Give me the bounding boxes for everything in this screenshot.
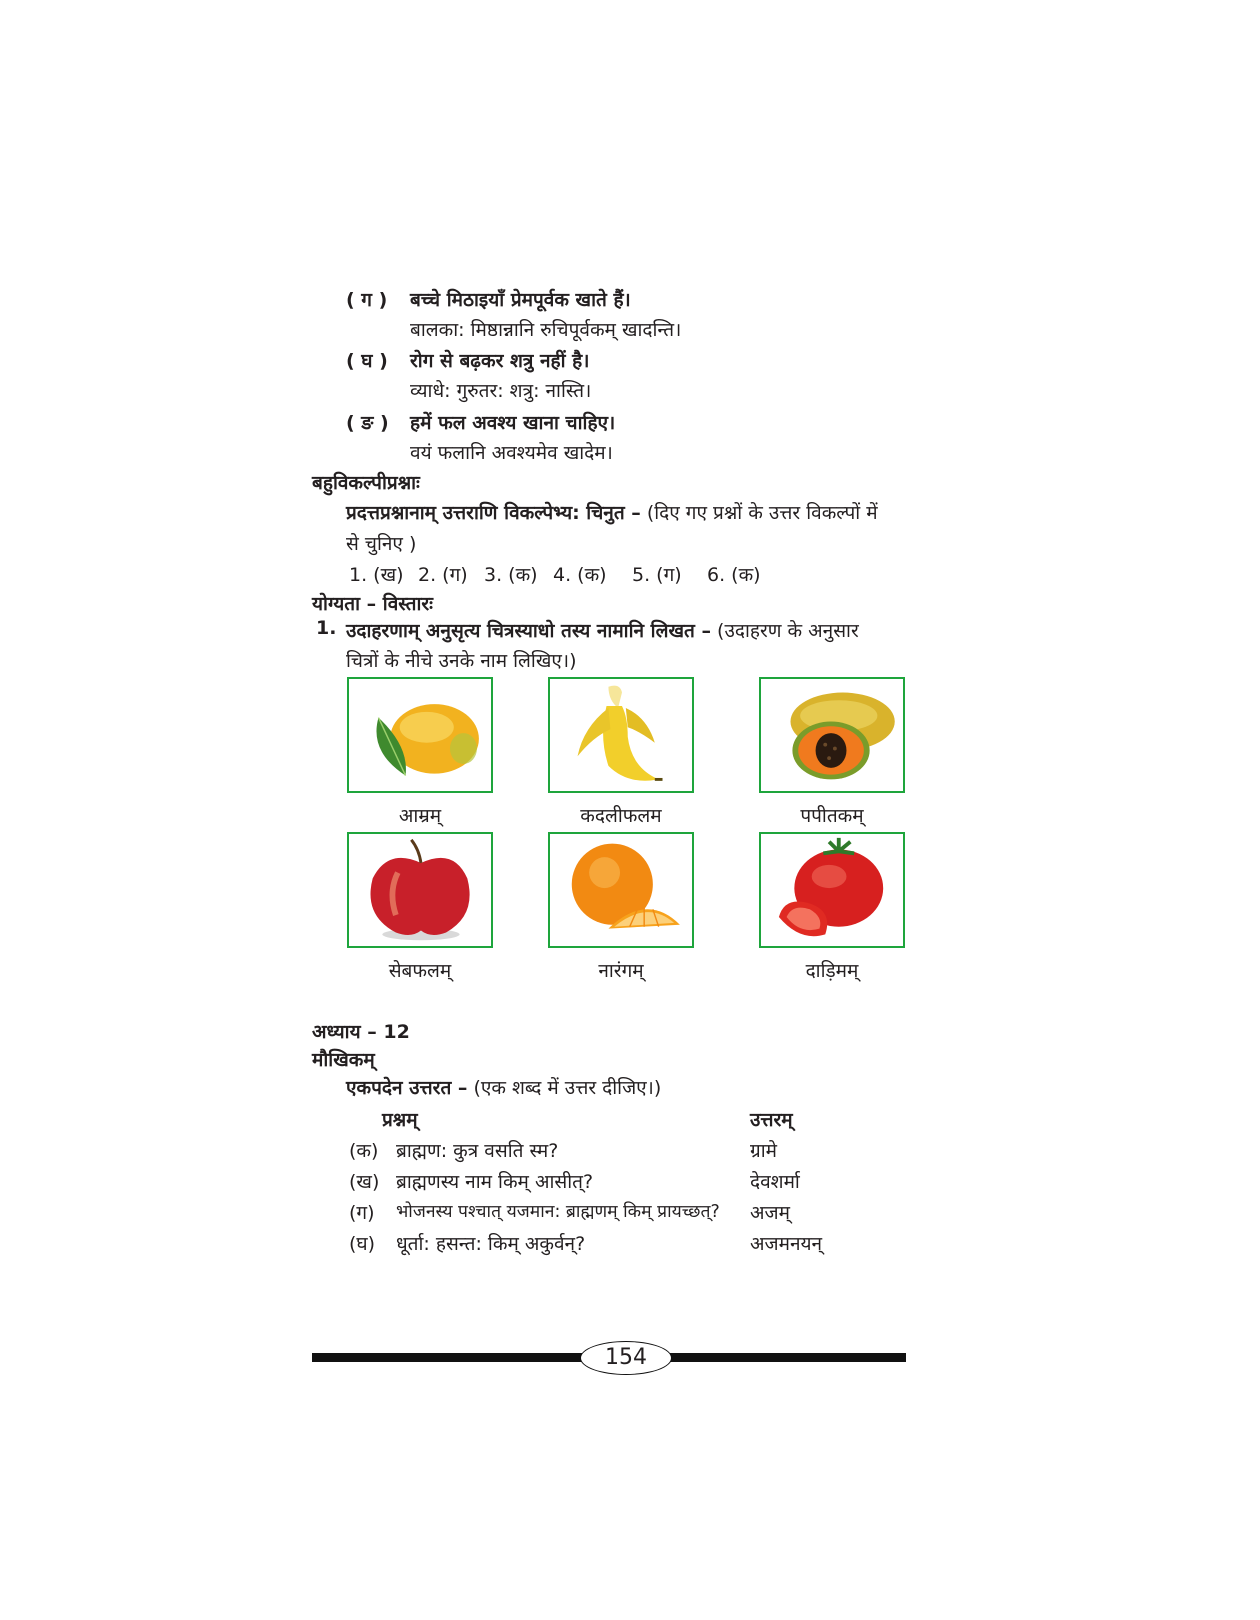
mcq-instruction bbox=[346, 499, 878, 525]
row-question: धूर्ता: हसन्त: किम् अकुर्वन्? bbox=[396, 1233, 586, 1255]
fruit-name: पपीतकम् bbox=[800, 805, 864, 827]
row-question: ब्राह्मणस्य नाम किम् आसीत्? bbox=[396, 1171, 594, 1193]
mcq-instruction-bold: प्रदत्तप्रश्नानाम् उत्तराणि विकल्पेभ्य: चिनुत – bbox=[346, 502, 641, 524]
fruit-name: आम्रम् bbox=[398, 805, 442, 827]
fruit-name: दाड़िमम् bbox=[805, 960, 859, 982]
yogyata-instruction-bold: उदाहरणाम् अनुसृत्य चित्रस्याधो तस्य नामानि लिखत – bbox=[346, 620, 711, 642]
yogyata-instruction bbox=[346, 617, 859, 643]
mcq-answer: 5. (ग) bbox=[632, 564, 682, 586]
item-label: ( ग ) bbox=[346, 289, 388, 311]
row-label: (ग) bbox=[349, 1202, 375, 1224]
mcq-instruction-normal: (दिए गए प्रश्नों के उत्तर विकल्पों में bbox=[646, 502, 878, 524]
orange-image bbox=[548, 832, 694, 948]
row-label: (ख) bbox=[349, 1171, 380, 1193]
mcq-answer: 4. (क) bbox=[553, 564, 607, 586]
oral-instruction-normal: (एक शब्द में उत्तर दीजिए।) bbox=[473, 1077, 662, 1099]
yogyata-instruction-continued: चित्रों के नीचे उनके नाम लिखिए।) bbox=[346, 650, 577, 672]
apple-image bbox=[347, 832, 493, 948]
banana-image bbox=[548, 677, 694, 793]
fruit-name: नारंगम् bbox=[598, 960, 644, 982]
sanskrit-sentence: बालका: मिष्ठान्नानि रुचिपूर्वकम् खादन्ति। bbox=[410, 319, 682, 341]
chapter-title: अध्याय – 12 bbox=[312, 1021, 410, 1043]
row-question: भोजनस्य पश्चात् यजमान: ब्राह्मणम् किम् प्रायच्छत्? bbox=[396, 1202, 720, 1222]
yogyata-heading: योग्यता – विस्तारः bbox=[312, 593, 434, 615]
hindi-sentence: बच्चे मिठाइयाँ प्रेमपूर्वक खाते हैं। bbox=[410, 289, 631, 311]
row-answer: अजमनयन् bbox=[750, 1233, 823, 1255]
mcq-answer: 2. (ग) bbox=[418, 564, 468, 586]
footer-rule-left bbox=[312, 1353, 582, 1362]
section-heading: मौखिकम् bbox=[312, 1049, 375, 1071]
mcq-answer: 3. (क) bbox=[484, 564, 538, 586]
item-label: ( ङ ) bbox=[346, 412, 389, 434]
page-number: 154 bbox=[580, 1341, 672, 1375]
oral-instruction bbox=[346, 1074, 661, 1100]
yogyata-instruction-normal: (उदाहरण के अनुसार bbox=[717, 620, 859, 642]
sanskrit-sentence: व्याधे: गुरुतर: शत्रु: नास्ति। bbox=[410, 380, 592, 402]
row-question: ब्राह्मण: कुत्र वसति स्म? bbox=[396, 1140, 559, 1162]
row-label: (क) bbox=[349, 1140, 379, 1162]
item-number: 1. bbox=[316, 617, 337, 639]
sanskrit-sentence: वयं फलानि अवश्यमेव खादेम। bbox=[410, 442, 613, 464]
tomato-image bbox=[759, 832, 905, 948]
mcq-answer: 6. (क) bbox=[707, 564, 761, 586]
question-column-header: प्रश्नम् bbox=[382, 1109, 418, 1131]
papaya-image bbox=[759, 677, 905, 793]
footer-rule-right bbox=[668, 1353, 906, 1362]
fruit-name: कदलीफलम bbox=[580, 805, 662, 827]
row-answer: ग्रामे bbox=[750, 1140, 777, 1162]
mcq-answer: 1. (ख) bbox=[349, 564, 404, 586]
mcq-heading: बहुविकल्पीप्रश्नाः bbox=[312, 472, 420, 494]
hindi-sentence: रोग से बढ़कर शत्रु नहीं है। bbox=[410, 350, 590, 372]
row-label: (घ) bbox=[349, 1233, 376, 1255]
fruit-name: सेबफलम् bbox=[388, 960, 452, 982]
item-label: ( घ ) bbox=[346, 350, 388, 372]
answer-column-header: उत्तरम् bbox=[750, 1109, 793, 1131]
mango-image bbox=[347, 677, 493, 793]
row-answer: अजम् bbox=[750, 1202, 790, 1224]
mcq-instruction-continued: से चुनिए ) bbox=[346, 533, 417, 555]
oral-instruction-bold: एकपदेन उत्तरत – bbox=[346, 1077, 468, 1099]
row-answer: देवशर्मा bbox=[750, 1171, 800, 1193]
hindi-sentence: हमें फल अवश्य खाना चाहिए। bbox=[410, 412, 616, 434]
